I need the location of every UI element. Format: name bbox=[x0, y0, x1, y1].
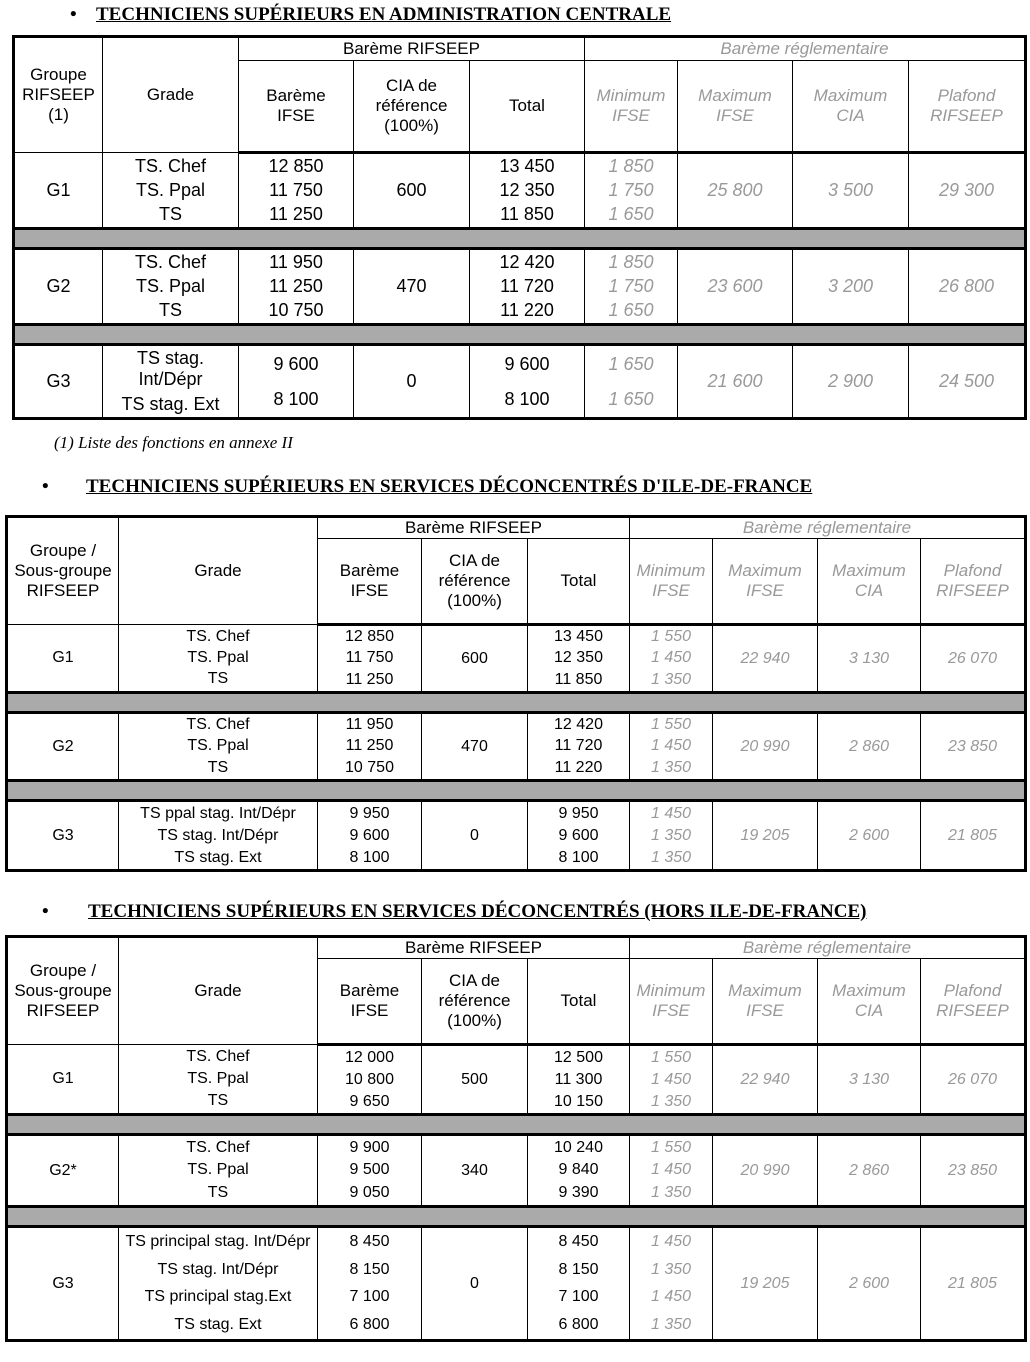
bareme-ifse-cell-value: 12 000 bbox=[345, 1048, 394, 1066]
cia-reference-value: 500 bbox=[422, 1045, 528, 1115]
cia-reference-value: 0 bbox=[354, 345, 470, 419]
table-hors-idf bbox=[5, 935, 1027, 1342]
bareme-ifse-cell bbox=[318, 625, 422, 693]
table-row bbox=[14, 345, 1026, 419]
group-label: G3 bbox=[14, 345, 103, 419]
grade-cell-value: TS stag. Int/Dépr bbox=[157, 826, 279, 844]
minimum-ifse-cell-value: 1 350 bbox=[650, 1092, 692, 1110]
cia-reference-value: 470 bbox=[422, 713, 528, 781]
grade-cell-value: TS principal stag.Ext bbox=[144, 1288, 292, 1306]
col-header-plafond-rifseep: Plafond RIFSEEP bbox=[921, 959, 1026, 1045]
separator-band bbox=[7, 693, 1026, 713]
col-header-grade: Grade bbox=[119, 517, 318, 625]
grade-cell bbox=[119, 625, 318, 693]
minimum-ifse-cell-lines bbox=[585, 155, 677, 227]
grade-cell-value: TS. Chef bbox=[134, 155, 207, 176]
footnote: (1) Liste des fonctions en annexe II bbox=[54, 433, 293, 452]
bareme-ifse-cell-value: 11 250 bbox=[269, 276, 323, 296]
minimum-ifse-cell bbox=[630, 801, 713, 871]
total-cell-value: 9 390 bbox=[558, 1184, 599, 1202]
bareme-ifse-cell-value: 8 150 bbox=[349, 1260, 390, 1278]
grade-cell bbox=[119, 801, 318, 871]
bareme-ifse-cell-value: 9 950 bbox=[349, 804, 390, 822]
maximum-cia-value: 2 860 bbox=[818, 713, 921, 781]
total-cell-value: 12 420 bbox=[499, 252, 555, 272]
section-title-text: TECHNICIENS SUPÉRIEURS EN ADMINISTRATION CENTRALE bbox=[96, 4, 672, 25]
col-header-minimum-ifse: Minimum IFSE bbox=[585, 61, 678, 153]
total-cell-lines bbox=[528, 1137, 629, 1205]
total-cell-lines bbox=[528, 715, 629, 779]
minimum-ifse-cell bbox=[585, 249, 678, 325]
col-header-cia-reference: CIA de référence (100%) bbox=[422, 959, 528, 1045]
minimum-ifse-cell-value: 1 350 bbox=[650, 758, 692, 776]
total-cell-value: 6 800 bbox=[558, 1315, 599, 1333]
group-label: G1 bbox=[7, 625, 119, 693]
total-cell-value: 9 840 bbox=[558, 1161, 599, 1179]
grade-cell-value: TS. Chef bbox=[186, 1048, 250, 1065]
minimum-ifse-cell-value: 1 350 bbox=[650, 1315, 692, 1333]
minimum-ifse-cell bbox=[630, 713, 713, 781]
col-header-maximum-cia: Maximum CIA bbox=[793, 61, 909, 153]
bareme-ifse-cell-value: 11 950 bbox=[345, 716, 394, 734]
total-cell-value: 7 100 bbox=[558, 1288, 599, 1306]
maximum-cia-value: 3 130 bbox=[818, 1045, 921, 1115]
minimum-ifse-cell-value: 1 550 bbox=[650, 628, 692, 646]
table-row bbox=[14, 249, 1026, 325]
grade-cell-lines bbox=[103, 347, 238, 417]
grade-cell-value: TS. Chef bbox=[186, 627, 250, 645]
grade-cell-lines bbox=[119, 1229, 317, 1339]
total-cell-value: 11 850 bbox=[554, 670, 603, 688]
col-header-groupe: Groupe / Sous-groupe RIFSEEP bbox=[7, 517, 119, 625]
section-title-2 bbox=[42, 476, 812, 498]
bareme-ifse-cell-value: 11 250 bbox=[345, 670, 394, 688]
grade-cell-value: TS. Ppal bbox=[187, 737, 249, 755]
minimum-ifse-cell-value: 1 450 bbox=[650, 804, 692, 822]
minimum-ifse-cell-value: 1 850 bbox=[608, 252, 654, 272]
total-cell-value: 10 240 bbox=[554, 1138, 603, 1156]
minimum-ifse-cell-value: 1 450 bbox=[650, 1288, 692, 1306]
total-cell-value: 12 350 bbox=[499, 180, 555, 200]
total-cell-value: 11 720 bbox=[554, 737, 603, 755]
minimum-ifse-cell-lines bbox=[630, 715, 712, 779]
cia-reference-value: 600 bbox=[354, 153, 470, 229]
plafond-rifseep-value: 26 070 bbox=[921, 1045, 1026, 1115]
total-cell-lines bbox=[470, 155, 584, 227]
minimum-ifse-cell-lines bbox=[630, 627, 712, 691]
plafond-rifseep-value: 23 850 bbox=[921, 1135, 1026, 1207]
bareme-ifse-cell bbox=[318, 801, 422, 871]
minimum-ifse-cell-value: 1 450 bbox=[650, 1070, 692, 1088]
grade-cell-value: TS. Chef bbox=[186, 1138, 250, 1156]
maximum-cia-value: 3 130 bbox=[818, 625, 921, 693]
grade-cell-value: TS. Ppal bbox=[135, 179, 206, 200]
total-cell-value: 11 300 bbox=[554, 1070, 603, 1088]
total-cell-lines bbox=[528, 1229, 629, 1339]
group-label: G1 bbox=[7, 1045, 119, 1115]
minimum-ifse-cell bbox=[630, 1227, 713, 1341]
grade-cell-lines bbox=[119, 803, 317, 869]
total-cell-value: 9 600 bbox=[558, 826, 599, 844]
total-cell-lines bbox=[470, 251, 584, 323]
group-label: G2 bbox=[14, 249, 103, 325]
plafond-rifseep-value: 21 805 bbox=[921, 801, 1026, 871]
total-cell bbox=[528, 713, 630, 781]
total-cell-value: 8 150 bbox=[558, 1260, 599, 1278]
col-header-maximum-ifse: Maximum IFSE bbox=[713, 959, 818, 1045]
minimum-ifse-cell-lines bbox=[585, 251, 677, 323]
col-header-total: Total bbox=[528, 959, 630, 1045]
bareme-ifse-cell-value: 9 500 bbox=[349, 1161, 390, 1179]
col-header-bareme-reglementaire: Barème réglementaire bbox=[630, 517, 1026, 539]
col-header-minimum-ifse: Minimum IFSE bbox=[630, 959, 713, 1045]
total-cell-value: 12 420 bbox=[554, 716, 603, 734]
grade-cell-value: TS. Chef bbox=[134, 252, 207, 272]
bareme-ifse-cell-value: 9 650 bbox=[349, 1092, 390, 1110]
maximum-ifse-value: 23 600 bbox=[678, 249, 793, 325]
group-label: G2* bbox=[7, 1135, 119, 1207]
minimum-ifse-cell-lines bbox=[630, 1137, 712, 1205]
group-label: G1 bbox=[14, 153, 103, 229]
bareme-ifse-cell-value: 8 450 bbox=[349, 1233, 390, 1251]
grade-cell bbox=[103, 249, 239, 325]
section-title-text: TECHNICIENS SUPÉRIEURS EN SERVICES DÉCONCENTRÉS D'ILE-DE-FRANCE bbox=[86, 476, 813, 497]
minimum-ifse-cell-value: 1 350 bbox=[650, 826, 692, 844]
bareme-ifse-cell-value: 10 800 bbox=[345, 1070, 394, 1088]
bareme-ifse-cell-value: 9 050 bbox=[349, 1184, 390, 1202]
cia-reference-value: 0 bbox=[422, 1227, 528, 1341]
bareme-ifse-cell-lines bbox=[239, 155, 353, 227]
col-header-bareme-rifseep: Barème RIFSEEP bbox=[318, 517, 630, 539]
bareme-ifse-cell-value: 12 850 bbox=[268, 156, 324, 176]
total-cell bbox=[528, 1045, 630, 1115]
col-header-cia-reference: CIA de référence (100%) bbox=[354, 61, 470, 153]
bareme-ifse-cell-value: 7 100 bbox=[349, 1288, 390, 1306]
table-administration-centrale bbox=[12, 35, 1027, 420]
table-row bbox=[14, 153, 1026, 229]
minimum-ifse-cell-value: 1 450 bbox=[650, 1161, 692, 1179]
bareme-ifse-cell-value: 10 750 bbox=[345, 758, 394, 776]
bullet: • bbox=[42, 901, 49, 922]
total-cell bbox=[470, 153, 585, 229]
col-header-maximum-cia: Maximum CIA bbox=[818, 959, 921, 1045]
separator-band bbox=[14, 325, 1026, 345]
bareme-ifse-cell-value: 11 250 bbox=[269, 204, 323, 224]
minimum-ifse-cell-lines bbox=[630, 1047, 712, 1113]
maximum-ifse-value: 25 800 bbox=[678, 153, 793, 229]
bareme-ifse-cell-value: 10 750 bbox=[268, 300, 324, 320]
minimum-ifse-cell-value: 1 750 bbox=[608, 180, 654, 200]
grade-cell-lines bbox=[119, 626, 317, 690]
grade-cell bbox=[119, 1135, 318, 1207]
bareme-ifse-cell-value: 11 750 bbox=[345, 649, 394, 667]
group-separator bbox=[14, 229, 1026, 249]
group-label: G3 bbox=[7, 801, 119, 871]
total-cell-value: 11 220 bbox=[500, 300, 554, 320]
grade-cell bbox=[119, 713, 318, 781]
col-header-maximum-ifse: Maximum IFSE bbox=[713, 539, 818, 625]
bareme-ifse-cell bbox=[239, 345, 354, 419]
maximum-cia-value: 2 860 bbox=[818, 1135, 921, 1207]
minimum-ifse-cell-value: 1 550 bbox=[650, 1048, 692, 1066]
grade-cell-value: TS. Ppal bbox=[187, 1161, 249, 1179]
bareme-ifse-cell-value: 6 800 bbox=[349, 1315, 390, 1333]
col-header-bareme-rifseep: Barème RIFSEEP bbox=[318, 937, 630, 959]
grade-cell-value: TS stag. Int/Dépr bbox=[136, 348, 205, 390]
col-header-bareme-reglementaire: Barème réglementaire bbox=[630, 937, 1026, 959]
total-cell-lines bbox=[470, 347, 584, 417]
total-cell-lines bbox=[528, 1047, 629, 1113]
cia-reference-value: 600 bbox=[422, 625, 528, 693]
grade-cell-value: TS. Ppal bbox=[187, 1070, 249, 1087]
total-cell-value: 9 950 bbox=[558, 804, 599, 822]
grade-cell-value: TS stag. Int/Dépr bbox=[157, 1260, 279, 1278]
total-cell-value: 10 150 bbox=[554, 1092, 603, 1110]
total-cell-lines bbox=[528, 627, 629, 691]
table-row bbox=[7, 1045, 1026, 1115]
col-header-grade: Grade bbox=[103, 37, 239, 153]
bareme-ifse-cell-lines bbox=[318, 1137, 421, 1205]
bareme-ifse-cell-value: 9 600 bbox=[273, 353, 319, 374]
bareme-ifse-cell-lines bbox=[239, 251, 353, 323]
col-header-maximum-ifse: Maximum IFSE bbox=[678, 61, 793, 153]
grade-cell-value: TS stag. Ext bbox=[121, 393, 220, 414]
col-header-bareme-ifse: Barème IFSE bbox=[239, 61, 354, 153]
maximum-ifse-value: 19 205 bbox=[713, 1227, 818, 1341]
total-cell-value: 8 100 bbox=[558, 848, 599, 866]
grade-cell bbox=[103, 153, 239, 229]
grade-cell-value: TS principal stag. Int/Dépr bbox=[125, 1233, 311, 1251]
minimum-ifse-cell bbox=[585, 345, 678, 419]
minimum-ifse-cell-lines bbox=[630, 803, 712, 869]
total-cell bbox=[528, 801, 630, 871]
total-cell-value: 12 500 bbox=[554, 1048, 603, 1066]
grade-cell-value: TS. Chef bbox=[186, 716, 250, 734]
total-cell bbox=[528, 1135, 630, 1207]
grade-cell-value: TS bbox=[207, 1092, 229, 1109]
bareme-ifse-cell-value: 12 850 bbox=[345, 628, 394, 646]
separator-band bbox=[14, 229, 1026, 249]
maximum-ifse-value: 19 205 bbox=[713, 801, 818, 871]
total-cell-value: 8 450 bbox=[558, 1233, 599, 1251]
grade-cell-value: TS bbox=[207, 1184, 229, 1202]
total-cell-value: 9 600 bbox=[504, 353, 550, 374]
total-cell bbox=[470, 249, 585, 325]
table-row bbox=[7, 801, 1026, 871]
cia-reference-value: 0 bbox=[422, 801, 528, 871]
col-header-bareme-reglementaire: Barème réglementaire bbox=[585, 37, 1026, 61]
maximum-cia-value: 2 900 bbox=[793, 345, 909, 419]
bareme-ifse-cell-value: 11 750 bbox=[269, 180, 323, 200]
grade-cell-value: TS ppal stag. Int/Dépr bbox=[140, 804, 296, 822]
col-header-groupe: Groupe RIFSEEP (1) bbox=[14, 37, 103, 153]
maximum-ifse-value: 20 990 bbox=[713, 713, 818, 781]
separator-band bbox=[7, 781, 1026, 801]
bareme-ifse-cell-value: 11 250 bbox=[345, 737, 394, 755]
grade-cell-value: TS bbox=[207, 758, 229, 776]
maximum-cia-value: 2 600 bbox=[818, 801, 921, 871]
table-row bbox=[7, 713, 1026, 781]
group-separator bbox=[7, 1207, 1026, 1227]
col-header-plafond-rifseep: Plafond RIFSEEP bbox=[921, 539, 1026, 625]
header-row-top bbox=[7, 517, 1026, 539]
col-header-plafond-rifseep: Plafond RIFSEEP bbox=[909, 61, 1026, 153]
bareme-ifse-cell-value: 9 600 bbox=[349, 826, 390, 844]
minimum-ifse-cell-value: 1 450 bbox=[650, 1233, 692, 1251]
table-idf bbox=[5, 515, 1027, 872]
col-header-cia-reference: CIA de référence (100%) bbox=[422, 539, 528, 625]
minimum-ifse-cell bbox=[630, 625, 713, 693]
grade-cell-value: TS. Ppal bbox=[187, 648, 249, 666]
grade-cell-value: TS bbox=[207, 670, 229, 688]
col-header-bareme-ifse: Barème IFSE bbox=[318, 959, 422, 1045]
grade-cell-value: TS. Ppal bbox=[135, 276, 206, 296]
group-separator bbox=[7, 693, 1026, 713]
bareme-ifse-cell bbox=[239, 249, 354, 325]
col-header-minimum-ifse: Minimum IFSE bbox=[630, 539, 713, 625]
col-header-grade: Grade bbox=[119, 937, 318, 1045]
col-header-bareme-rifseep: Barème RIFSEEP bbox=[239, 37, 585, 61]
minimum-ifse-cell-value: 1 350 bbox=[650, 1260, 692, 1278]
group-label: G3 bbox=[7, 1227, 119, 1341]
bareme-ifse-cell-lines bbox=[318, 1047, 421, 1113]
section-title-text: TECHNICIENS SUPÉRIEURS EN SERVICES DÉCONCENTRÉS (HORS ILE-DE-FRANCE) bbox=[88, 901, 867, 922]
bareme-ifse-cell-value: 11 950 bbox=[269, 252, 323, 272]
bareme-ifse-cell-lines bbox=[318, 1229, 421, 1339]
maximum-ifse-value: 22 940 bbox=[713, 625, 818, 693]
total-cell-value: 13 450 bbox=[499, 156, 555, 176]
maximum-ifse-value: 22 940 bbox=[713, 1045, 818, 1115]
minimum-ifse-cell-value: 1 650 bbox=[608, 353, 654, 374]
minimum-ifse-cell-value: 1 850 bbox=[608, 156, 654, 176]
minimum-ifse-cell-lines bbox=[585, 347, 677, 417]
total-cell-lines bbox=[528, 803, 629, 869]
col-header-maximum-cia: Maximum CIA bbox=[818, 539, 921, 625]
grade-cell-value: TS stag. Ext bbox=[174, 848, 262, 866]
cia-reference-value: 470 bbox=[354, 249, 470, 325]
plafond-rifseep-value: 26 070 bbox=[921, 625, 1026, 693]
total-cell-value: 13 450 bbox=[554, 628, 603, 646]
bareme-ifse-cell-value: 9 900 bbox=[349, 1138, 390, 1156]
grade-cell bbox=[119, 1227, 318, 1341]
col-header-total: Total bbox=[528, 539, 630, 625]
total-cell-value: 11 720 bbox=[500, 276, 554, 296]
grade-cell-lines bbox=[119, 715, 317, 779]
minimum-ifse-cell-value: 1 650 bbox=[608, 204, 654, 224]
grade-cell bbox=[103, 345, 239, 419]
grade-cell-lines bbox=[119, 1046, 317, 1112]
grade-cell-lines bbox=[103, 154, 238, 226]
bareme-ifse-cell-value: 8 100 bbox=[273, 388, 319, 409]
minimum-ifse-cell bbox=[585, 153, 678, 229]
minimum-ifse-cell-value: 1 350 bbox=[650, 670, 692, 688]
section-title-1 bbox=[70, 4, 671, 26]
cia-reference-value: 340 bbox=[422, 1135, 528, 1207]
grade-cell-value: TS bbox=[158, 203, 182, 224]
maximum-cia-value: 3 200 bbox=[793, 249, 909, 325]
header-row-top bbox=[14, 37, 1026, 61]
plafond-rifseep-value: 21 805 bbox=[921, 1227, 1026, 1341]
maximum-cia-value: 2 600 bbox=[818, 1227, 921, 1341]
group-separator bbox=[7, 1115, 1026, 1135]
table-row bbox=[7, 1135, 1026, 1207]
plafond-rifseep-value: 23 850 bbox=[921, 713, 1026, 781]
plafond-rifseep-value: 24 500 bbox=[909, 345, 1026, 419]
minimum-ifse-cell bbox=[630, 1045, 713, 1115]
minimum-ifse-cell-value: 1 650 bbox=[608, 388, 654, 409]
maximum-cia-value: 3 500 bbox=[793, 153, 909, 229]
table-row bbox=[7, 1227, 1026, 1341]
total-cell bbox=[528, 1227, 630, 1341]
minimum-ifse-cell-value: 1 450 bbox=[650, 649, 692, 667]
bareme-ifse-cell bbox=[318, 1135, 422, 1207]
maximum-ifse-value: 21 600 bbox=[678, 345, 793, 419]
bareme-ifse-cell bbox=[318, 713, 422, 781]
minimum-ifse-cell-value: 1 550 bbox=[650, 716, 692, 734]
total-cell-value: 11 220 bbox=[554, 758, 603, 776]
maximum-ifse-value: 20 990 bbox=[713, 1135, 818, 1207]
bareme-ifse-cell-lines bbox=[318, 627, 421, 691]
bareme-ifse-cell-value: 8 100 bbox=[349, 848, 390, 866]
total-cell bbox=[470, 345, 585, 419]
bareme-ifse-cell bbox=[318, 1045, 422, 1115]
bullet: • bbox=[42, 476, 49, 497]
group-label: G2 bbox=[7, 713, 119, 781]
plafond-rifseep-value: 26 800 bbox=[909, 249, 1026, 325]
total-cell bbox=[528, 625, 630, 693]
minimum-ifse-cell-value: 1 350 bbox=[650, 1184, 692, 1202]
minimum-ifse-cell bbox=[630, 1135, 713, 1207]
minimum-ifse-cell-value: 1 450 bbox=[650, 737, 692, 755]
col-header-total: Total bbox=[470, 61, 585, 153]
minimum-ifse-cell-value: 1 350 bbox=[650, 848, 692, 866]
grade-cell-value: TS stag. Ext bbox=[174, 1315, 262, 1333]
total-cell-value: 12 350 bbox=[554, 649, 603, 667]
header-row-top bbox=[7, 937, 1026, 959]
section-title-3 bbox=[42, 901, 866, 923]
separator-band bbox=[7, 1115, 1026, 1135]
bareme-ifse-cell-lines bbox=[239, 347, 353, 417]
bareme-ifse-cell bbox=[239, 153, 354, 229]
bareme-ifse-cell-lines bbox=[318, 715, 421, 779]
grade-cell-value: TS bbox=[158, 300, 182, 320]
total-cell-value: 8 100 bbox=[504, 388, 550, 409]
table-row bbox=[7, 625, 1026, 693]
minimum-ifse-cell-value: 1 650 bbox=[608, 300, 654, 320]
minimum-ifse-cell-value: 1 550 bbox=[650, 1138, 692, 1156]
minimum-ifse-cell-lines bbox=[630, 1229, 712, 1339]
grade-cell-lines bbox=[119, 1137, 317, 1205]
col-header-bareme-ifse: Barème IFSE bbox=[318, 539, 422, 625]
group-separator bbox=[7, 781, 1026, 801]
separator-band bbox=[7, 1207, 1026, 1227]
total-cell-value: 11 850 bbox=[500, 204, 554, 224]
minimum-ifse-cell-value: 1 750 bbox=[608, 276, 654, 296]
grade-cell bbox=[119, 1045, 318, 1115]
bareme-ifse-cell-lines bbox=[318, 803, 421, 869]
bareme-ifse-cell bbox=[318, 1227, 422, 1341]
bullet: • bbox=[70, 4, 77, 25]
plafond-rifseep-value: 29 300 bbox=[909, 153, 1026, 229]
group-separator bbox=[14, 325, 1026, 345]
col-header-groupe: Groupe / Sous-groupe RIFSEEP bbox=[7, 937, 119, 1045]
grade-cell-lines bbox=[103, 251, 238, 323]
